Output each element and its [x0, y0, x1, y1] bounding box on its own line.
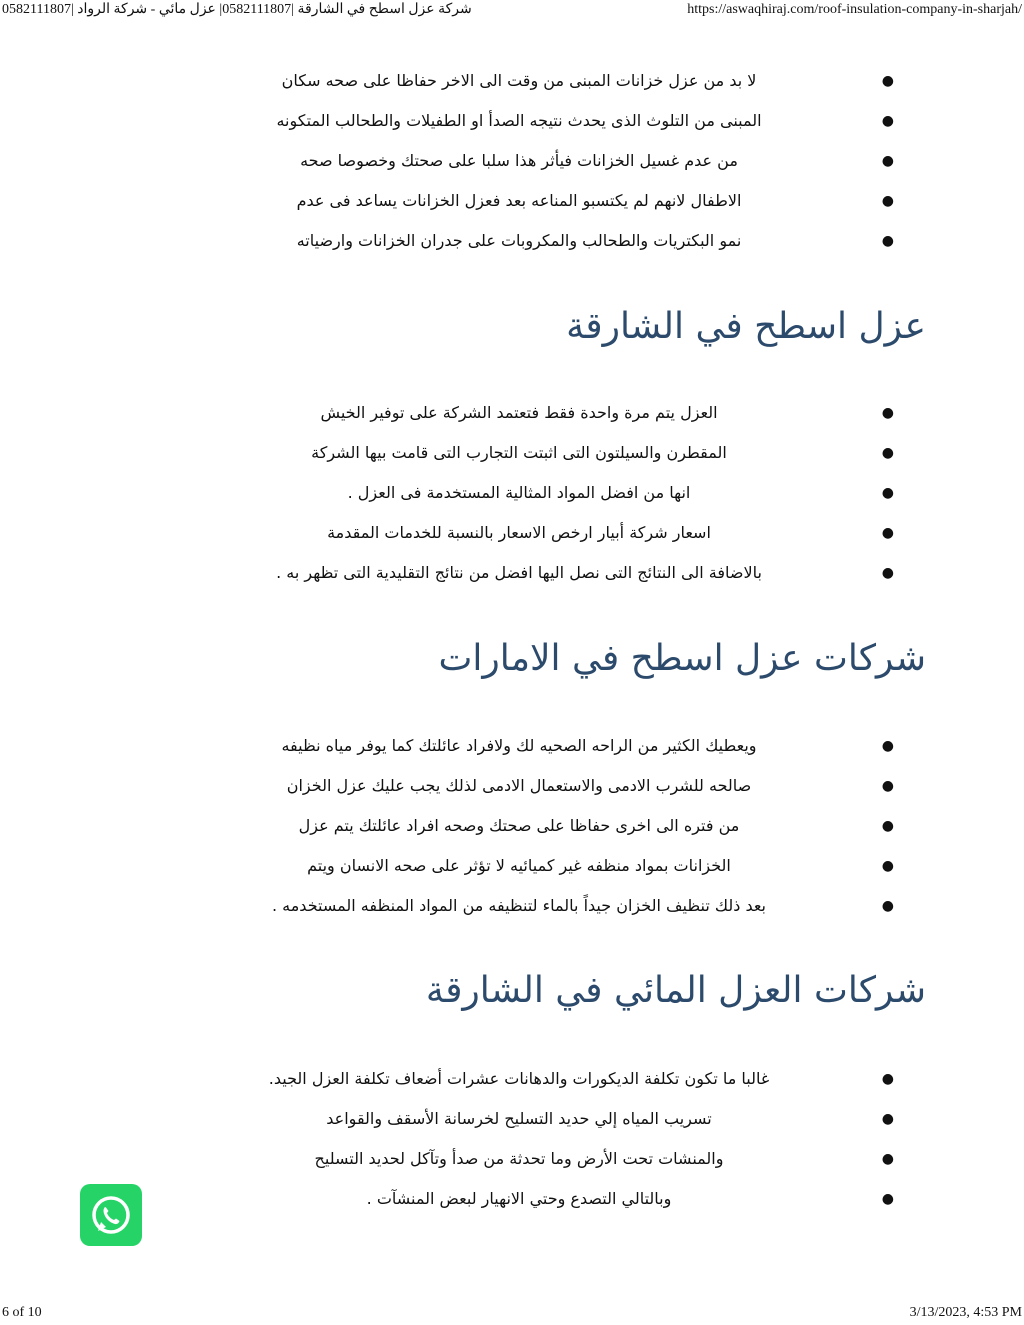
- bullet-list-tanks: [194, 61, 894, 261]
- bullet-list-waterproofing: [194, 1059, 894, 1219]
- bullet-icon: ●: [881, 153, 894, 169]
- print-footer: [0, 1303, 1024, 1325]
- list-item: ● انها من افضل المواد المثالية المستخدمة فى العزل .: [194, 473, 894, 513]
- bullet-icon: ●: [881, 485, 894, 501]
- bullet-icon: ●: [881, 898, 894, 914]
- list-item: ● غالبا ما تكون تكلفة الديكورات والدهانات عشرات أضعاف تكلفة العزل الجيد.: [194, 1059, 894, 1099]
- list-item: ● تسريب المياه إلي حديد التسليح لخرسانة الأسقف والقواعد: [194, 1099, 894, 1139]
- list-item: ● المقطرن والسيلتون التى اثبتت التجارب التى قامت بيها الشركة: [194, 433, 894, 473]
- bullet-icon: ●: [881, 405, 894, 421]
- list-item: ● نمو البكتريات والطحالب والمكروبات على جدران الخزانات وارضياته: [194, 221, 894, 261]
- list-item: ● لا بد من عزل خزانات المبنى من وقت الى الاخر حفاظا على صحه سكان: [194, 61, 894, 101]
- bullet-icon: ●: [881, 113, 894, 129]
- list-item: ● الاطفال لانهم لم يكتسبو المناعه بعد فعزل الخزانات يساعد فى عدم: [194, 181, 894, 221]
- bullet-icon: ●: [881, 565, 894, 581]
- list-item: ● وبالتالي التصدع وحتي الانهيار لبعض المنشآت .: [194, 1179, 894, 1219]
- list-item: ● والمنشات تحت الأرض وما تحدثة من صدأ وتآكل لحديد التسليح: [194, 1139, 894, 1179]
- bullet-icon: ●: [881, 193, 894, 209]
- page-url[interactable]: https://aswaqhiraj.com/roof-insulation-company-in-sharjah/: [687, 2, 1022, 17]
- list-item: ● اسعار شركة أبيار ارخص الاسعار بالنسبة للخدمات المقدمة: [194, 513, 894, 553]
- bullet-icon: ●: [881, 1191, 894, 1207]
- bullet-icon: ●: [881, 233, 894, 249]
- list-item: ● بالاضافة الى النتائج التى نصل اليها افضل من نتائج التقليدية التى تظهر به .: [194, 553, 894, 593]
- section-heading-roof-insulation-sharjah: عزل اسطح في الشارقة: [566, 306, 926, 347]
- list-item: ● الخزانات بمواد منظفه غير كميائيه لا تؤثر على صحه الانسان ويتم: [194, 846, 894, 886]
- bullet-icon: ●: [881, 778, 894, 794]
- page-number: 6 of 10: [2, 1305, 42, 1320]
- list-item: ● من عدم غسيل الخزانات فيأثر هذا سلبا على صحتك وخصوصا صحه: [194, 141, 894, 181]
- bullet-icon: ●: [881, 525, 894, 541]
- bullet-icon: ●: [881, 1111, 894, 1127]
- bullet-list-uae: [194, 726, 894, 926]
- whatsapp-icon: [89, 1193, 133, 1237]
- section-heading-waterproofing-sharjah: شركات العزل المائي في الشارقة: [425, 970, 926, 1011]
- bullet-icon: ●: [881, 1151, 894, 1167]
- bullet-icon: ●: [881, 738, 894, 754]
- bullet-list-roof-insulation: [194, 393, 894, 593]
- bullet-icon: ●: [881, 858, 894, 874]
- list-item: ● من فتره الى اخرى حفاظا على صحتك وصحه افراد عائلتك يتم عزل: [194, 806, 894, 846]
- list-item: ● العزل يتم مرة واحدة فقط فتعتمد الشركة على توفير الخيش: [194, 393, 894, 433]
- print-datetime: 3/13/2023, 4:53 PM: [909, 1305, 1022, 1320]
- list-item: ● صالحه للشرب الادمى والاستعمال الادمى لذلك يجب عليك عزل الخزان: [194, 766, 894, 806]
- whatsapp-button[interactable]: [80, 1184, 142, 1246]
- bullet-icon: ●: [881, 1071, 894, 1087]
- print-header: [0, 0, 1024, 22]
- page-title: شركة عزل اسطح في الشارقة |0582111807| عزل مائي - شركة الرواد |0582111807: [2, 2, 472, 17]
- section-heading-roof-insulation-uae: شركات عزل اسطح في الامارات: [438, 638, 926, 679]
- list-item: ● المبنى من التلوث الذى يحدث نتيجه الصدأ او الطفيلات والطحالب المتكونه: [194, 101, 894, 141]
- bullet-icon: ●: [881, 818, 894, 834]
- bullet-icon: ●: [881, 445, 894, 461]
- list-item: ● ويعطيك الكثير من الراحه الصحيه لك ولافراد عائلتك كما يوفر مياه نظيفه: [194, 726, 894, 766]
- bullet-icon: ●: [881, 73, 894, 89]
- list-item: ● بعد ذلك تنظيف الخزان جيداً بالماء لتنظيفه من المواد المنظفه المستخدمه .: [194, 886, 894, 926]
